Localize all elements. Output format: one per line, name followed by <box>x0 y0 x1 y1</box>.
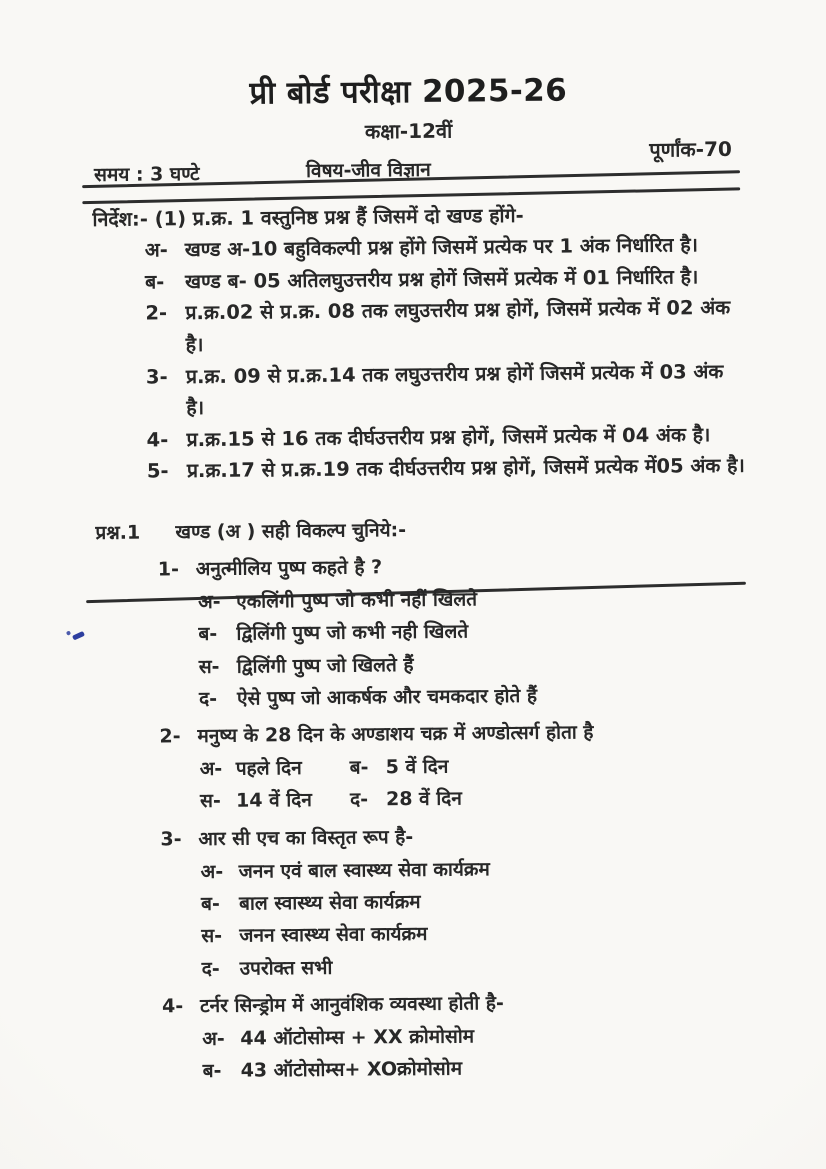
instruction-number: 5- <box>146 459 169 483</box>
instruction-text: प्र.क्र.17 से प्र.क्र.19 तक दीर्घउत्तरीय प्रश्न होगें, जिसमें प्रत्येक में05 अंक है। <box>186 454 745 483</box>
option-label: अ- <box>202 1027 225 1050</box>
section-heading-row <box>95 512 747 550</box>
option-text: उपरोक्त सभी <box>239 956 333 980</box>
option-text: जनन एवं बाल स्वास्थ्य सेवा कार्यक्रम <box>238 857 490 883</box>
question-number: 4- <box>161 995 184 1018</box>
question-text: टर्नर सिन्ड्रोम में आनुवंशिक व्यवस्था होती है- <box>199 992 504 1017</box>
option-text: 14 वें दिन <box>235 789 312 813</box>
instruction-text: खण्ड ब- 05 अतिलघुउत्तरीय प्रश्न होगें जिसमें प्रत्येक में 01 निर्धारित है। <box>184 265 699 293</box>
option-label: द- <box>198 687 218 711</box>
page-title: प्री बोर्ड परीक्षा 2025-26 <box>249 72 568 112</box>
instruction-number: 2- <box>145 301 168 325</box>
instruction-text: प्र.क्र.02 से प्र.क्र. 08 तक लघुउत्तरीय प्रश्न होगें, जिसमें प्रत्येक में 02 अंक है। <box>185 296 731 357</box>
option-row <box>101 1050 753 1089</box>
instruction-text: प्र.क्र.15 से 16 तक दीर्घउत्तरीय प्रश्न होगें, जिसमें प्रत्येक में 04 अंक है। <box>186 422 711 451</box>
question-stem <box>97 716 749 754</box>
option-text: 44 ऑटोसोम्स + XX क्रोमोसोम <box>240 1025 475 1050</box>
time-label: समय : 3 घण्टे <box>93 163 200 187</box>
instruction-number: 4- <box>146 428 169 452</box>
option-label: अ- <box>200 860 224 883</box>
option-text: 28 वें दिन <box>385 788 462 811</box>
option-label: ब- <box>349 756 369 779</box>
option-label: ब- <box>198 623 218 646</box>
question-number: 3- <box>160 828 182 851</box>
subject-label: विषय-जीव विज्ञान <box>305 158 431 183</box>
instruction-item <box>93 292 746 361</box>
option-row <box>97 678 749 717</box>
option-label: द- <box>349 788 369 812</box>
question-text: मनुष्य के 28 दिन के अण्डाशय चक्र में अण्डोत्सर्ग होता है <box>197 721 594 748</box>
option-cell <box>350 751 449 784</box>
option-label: स- <box>198 655 220 678</box>
instructions-block <box>92 199 747 488</box>
question-text: अनुत्मीलिय पुष्प कहते है ? <box>195 556 383 581</box>
instructions-heading: निर्देश:- (1) प्र.क्र. 1 वस्तुनिष्ठ प्रश्न हैं जिसमें दो खण्ड होंगे- <box>92 203 524 232</box>
option-text: जनन स्वास्थ्य सेवा कार्यक्रम <box>239 923 428 947</box>
class-label: कक्षा-12वीं <box>364 118 453 144</box>
option-label: स- <box>199 790 221 813</box>
instruction-number: ब- <box>144 270 165 294</box>
question-block-3 <box>98 819 752 986</box>
question-section <box>95 512 752 1089</box>
option-row <box>100 947 752 986</box>
option-label: अ- <box>198 590 221 614</box>
option-label: स- <box>201 925 223 948</box>
section-heading: खण्ड (अ ) सही विकल्प चुनिये:- <box>175 518 407 544</box>
instruction-item <box>95 450 747 488</box>
question-block-1 <box>96 549 750 716</box>
option-cell <box>200 784 350 818</box>
question-number: 1- <box>157 558 180 581</box>
option-text: द्विलिंगी पुष्प जो खिलते हैं <box>236 653 414 678</box>
instruction-item <box>94 355 747 424</box>
question-1-label: प्रश्न.1 <box>95 521 141 544</box>
option-text: 5 वें दिन <box>385 755 449 779</box>
pen-mark <box>72 631 85 641</box>
instruction-number: 3- <box>145 364 168 389</box>
instruction-number: अ- <box>144 238 168 262</box>
question-block-2 <box>97 716 750 819</box>
instruction-text: प्र.क्र. 09 से प्र.क्र.14 तक लघुउत्तरीय प्रश्न होगें जिसमें प्रत्येक में 03 अंक है। <box>185 359 724 420</box>
marks-label: पूर्णांक-70 <box>649 136 732 162</box>
option-text: 43 ऑटोसोम्स+ XOक्रोमोसोम <box>240 1057 463 1082</box>
option-label: द- <box>201 957 220 980</box>
option-label: अ- <box>199 758 223 781</box>
question-number: 2- <box>159 725 181 748</box>
option-text: बाल स्वास्थ्य सेवा कार्यक्रम <box>238 890 421 915</box>
option-text: पहले दिन <box>235 757 302 780</box>
option-text: ऐसे पुष्प जो आकर्षक और चमकदार होते हैं <box>236 684 538 710</box>
question-block-4 <box>100 986 753 1089</box>
option-text: द्विलिंगी पुष्प जो कभी नही खिलते <box>236 620 469 646</box>
option-grid-row <box>98 780 750 819</box>
question-text: आर सी एच का विस्तृत रूप है- <box>198 825 414 850</box>
option-cell <box>200 752 350 786</box>
option-label: ब- <box>200 892 220 916</box>
option-label: ब- <box>202 1059 222 1083</box>
option-text: एकलिंगी पुष्प जो कभी नहीं खिलते <box>236 588 478 613</box>
instruction-text: खण्ड अ-10 बहुविकल्पी प्रश्न होंगे जिसमें प्रत्येक पर 1 अंक निर्धारित है। <box>184 233 699 262</box>
option-cell <box>350 783 462 816</box>
